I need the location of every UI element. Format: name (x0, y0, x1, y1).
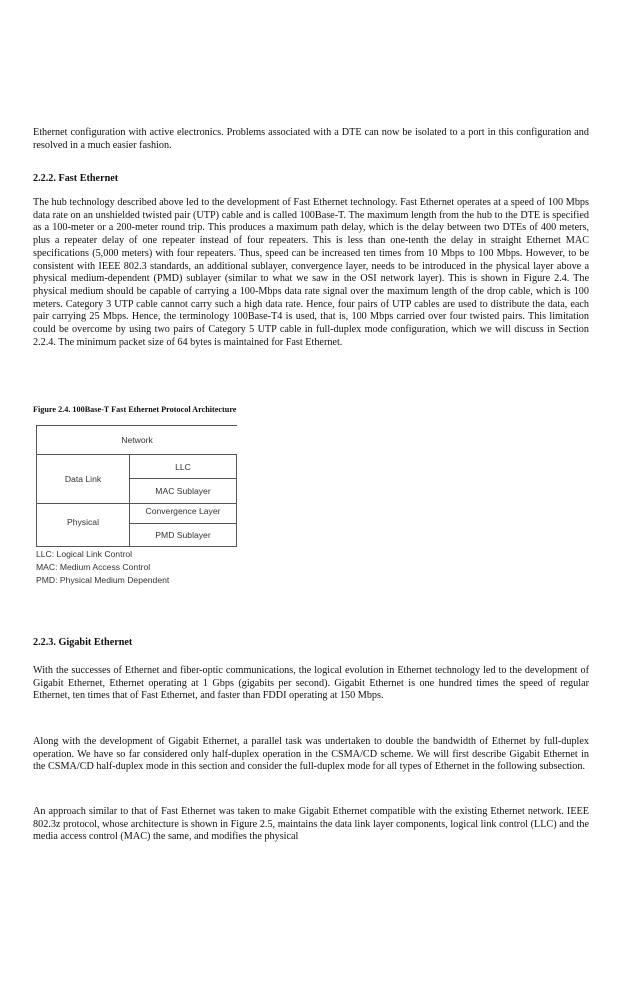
mac-label: MAC Sublayer (155, 486, 211, 496)
legend-llc: LLC: Logical Link Control (36, 549, 133, 559)
llc-label: LLC (175, 461, 191, 472)
physical-label: Physical (67, 517, 99, 527)
paragraph-fast-ethernet: The hub technology described above led to the development of Fast Ethernet technology. Fast Ethernet operates at a speed of 100 Mbps data rate on an unshielded twisted pair (UTP) cable and is called 100Base-T. The maximum length from the hub to the DTE is specified as a 100-meter or a 200-meter round trip. This produces a maximum path delay, which is the delay between two DTEs of 400 meters, plus a repeater delay of one repeater instead of four repeaters. This is less than one-tenth the delay in straight Ethernet MAC specifications (5,000 meters) with four repeaters. Thus, speed can be increased ten times from 10 Mbps to 100 Mbps. However, to be consistent with IEEE 802.3 standards, an additional sublayer, convergence layer, needs to be introduced in the physical layer above a physical medium-dependent (PMD) sublayer (similar to what we saw in the OSI network layer). This is shown in Figure 2.4. The physical medium should be capable of carrying a 100-Mbps data rate signal over the maximum length of the drop cable, which is 100 meters. Category 3 UTP cable cannot carry such a high data rate. Hence, four pairs of UTP cables are used to distribute the data, each pair carrying 25 Mbps. Hence, the terminology 100Base-T4 is used, that is, 100 Mbps carried over four twisted pairs. This limitation could be overcome by using two pairs of Category 5 UTP cable in full-duplex mode configuration, which we will discuss in Section 2.2.4. The minimum packet size of 64 bytes is maintained for Fast Ethernet. (33, 197, 589, 348)
paragraph-gigabit-1: With the successes of Ethernet and fiber-optic communications, the logical evolution in Ethernet technology led to the development of Gigabit Ethernet, Ethernet operating at 1 Gbps (gigabits per second). Gigabit Ethernet is one hundred times the speed of regular Ethernet, ten times that of Fast Ethernet, and faster than FDDI operating at 150 Mbps. (33, 665, 589, 702)
figure-caption: Figure 2.4. 100Base-T Fast Ethernet Protocol Architecture (33, 405, 237, 414)
paragraph-gigabit-3: An approach similar to that of Fast Ethernet was taken to make Gigabit Ethernet compatible with the existing Ethernet network. IEEE 802.3z protocol, whose architecture is shown in Figure 2.5, maintains the data link layer components, logical link control (LLC) and the media access control (MAC) the same, and modifies the physical (33, 806, 589, 843)
legend-mac: MAC: Medium Access Control (36, 562, 151, 572)
protocol-architecture-diagram (36, 425, 237, 547)
data-link-label: Data Link (64, 474, 102, 484)
llc-sublayer (129, 454, 237, 479)
convergence-label: Convergence Layer (145, 505, 221, 516)
pmd-label: PMD Sublayer (155, 530, 211, 540)
heading-fast-ethernet: 2.2.2. Fast Ethernet (33, 173, 119, 184)
legend-pmd: PMD: Physical Medium Dependent (36, 575, 170, 585)
heading-gigabit-ethernet: 2.2.3. Gigabit Ethernet (33, 637, 133, 648)
physical-layer (36, 498, 130, 547)
pmd-sublayer (129, 523, 237, 547)
paragraph-intro: Ethernet configuration with active electronics. Problems associated with a DTE can now be isolated to a port in this configuration and resolved in a much easier fashion. (33, 127, 589, 151)
convergence-layer (129, 498, 237, 524)
paragraph-gigabit-2: Along with the development of Gigabit Ethernet, a parallel task was undertaken to double the bandwidth of Ethernet by full-duplex operation. We have so far considered only half-duplex operation in the CSMA/CD scheme. We will first describe Gigabit Ethernet in the CSMA/CD half-duplex mode in this section and consider the full-duplex mode for all types of Ethernet in the following subsection. (33, 736, 589, 773)
data-link-layer (36, 454, 130, 504)
network-layer (36, 425, 237, 454)
network-label: Network (121, 435, 153, 445)
